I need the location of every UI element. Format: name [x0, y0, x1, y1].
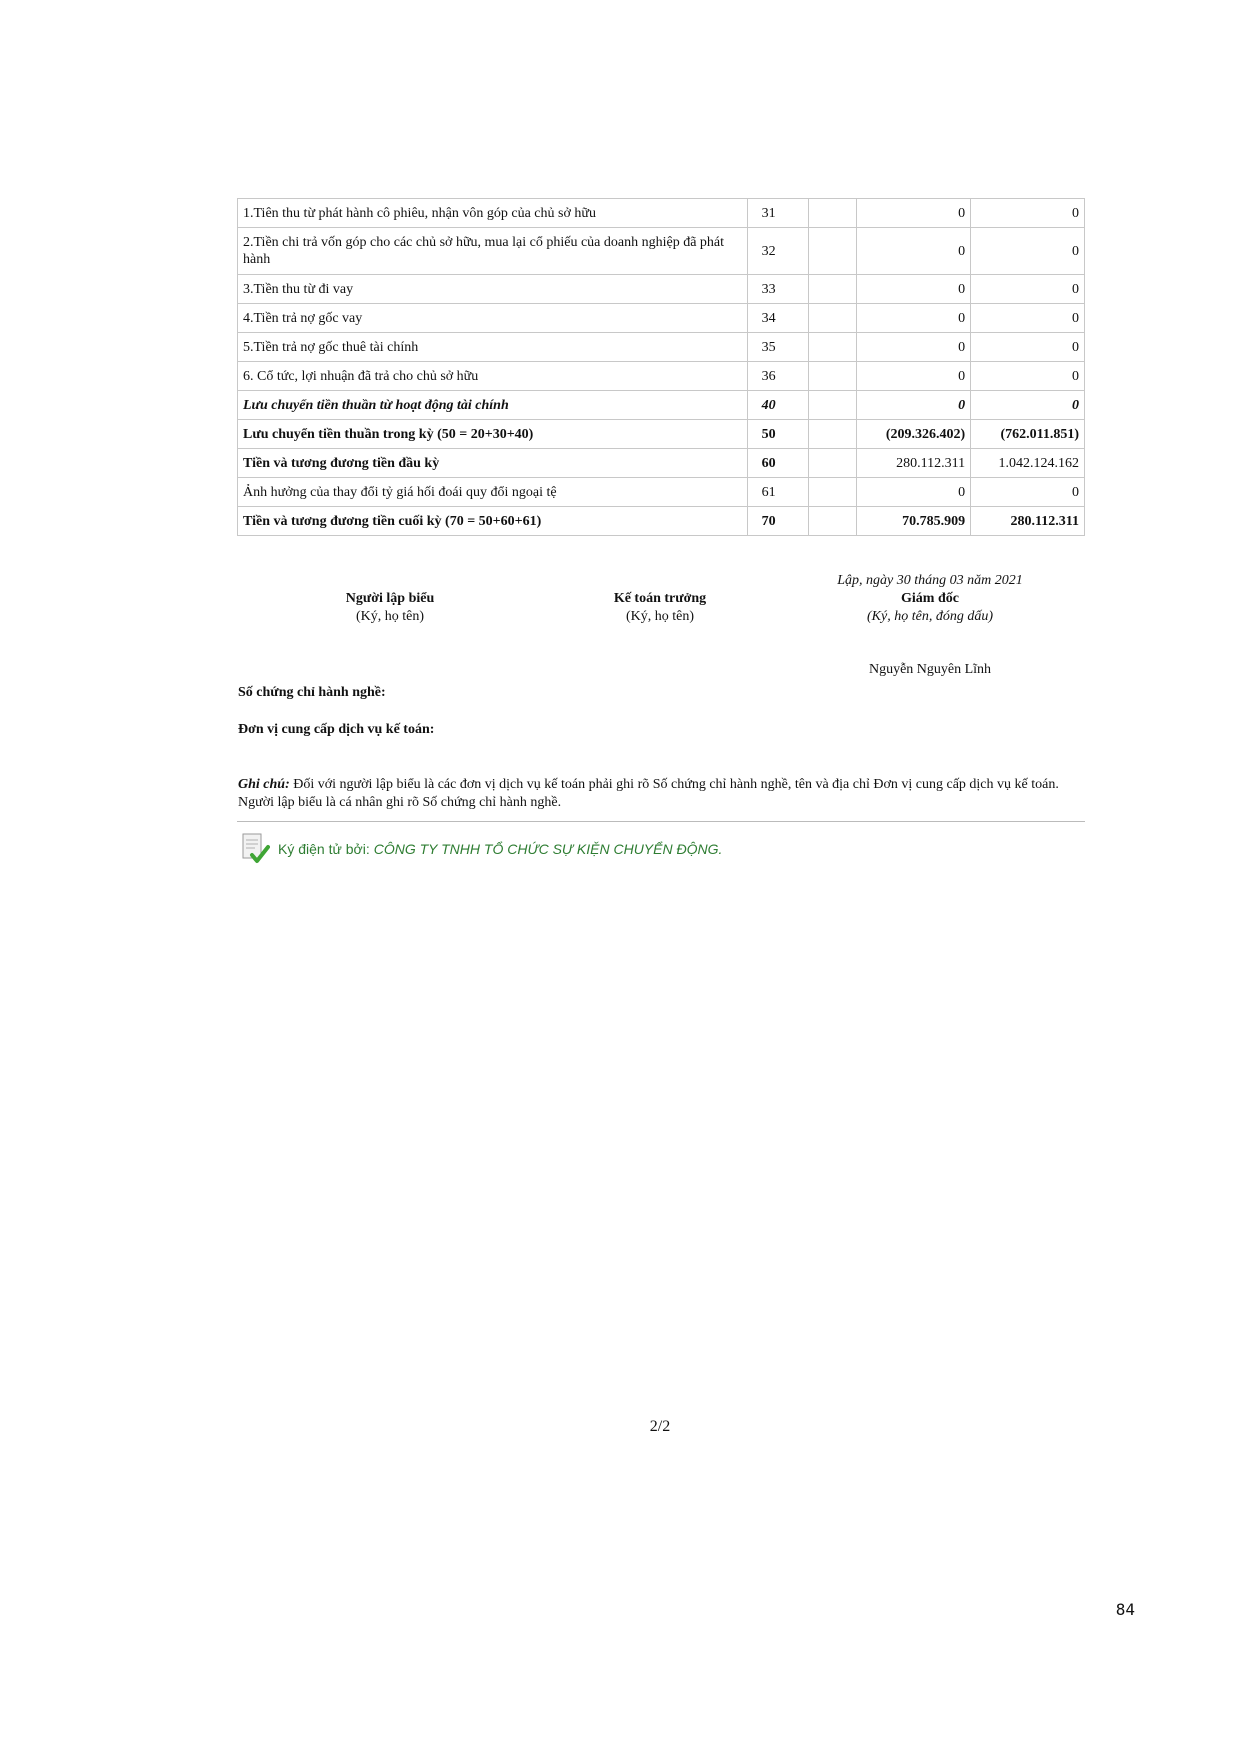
- table-row: [238, 507, 1085, 536]
- cash-flow-table: [237, 198, 1085, 536]
- row-description: 6. Cổ tức, lợi nhuận đã trả cho chủ sở hữu: [238, 362, 748, 391]
- row-current-period: (209.326.402): [857, 420, 971, 449]
- row-code: 50: [747, 420, 809, 449]
- row-prior-period: 0: [971, 362, 1085, 391]
- accountant-signature-block: [570, 590, 750, 626]
- director-subtitle: (Ký, họ tên, đóng dấu): [867, 609, 993, 624]
- row-spacer: [809, 449, 857, 478]
- row-description: 4.Tiền trả nợ gốc vay: [238, 304, 748, 333]
- certificate-label: Số chứng chỉ hành nghề:: [238, 685, 386, 700]
- row-code: 40: [747, 391, 809, 420]
- row-prior-period: 0: [971, 478, 1085, 507]
- row-prior-period: 0: [971, 199, 1085, 228]
- row-current-period: 0: [857, 304, 971, 333]
- preparer-signature-block: [300, 590, 480, 626]
- table-row: [238, 449, 1085, 478]
- row-prior-period: 0: [971, 333, 1085, 362]
- row-prior-period: 0: [971, 391, 1085, 420]
- page-number: 2/2: [649, 1418, 671, 1435]
- row-current-period: 0: [857, 362, 971, 391]
- row-prior-period: (762.011.851): [971, 420, 1085, 449]
- row-code: 36: [747, 362, 809, 391]
- row-current-period: 280.112.311: [857, 449, 971, 478]
- row-code: 70: [747, 507, 809, 536]
- esign-label: Ký điện tử bởi:: [278, 841, 370, 857]
- row-description: Tiền và tương đương tiền đầu kỳ: [238, 449, 748, 478]
- row-spacer: [809, 228, 857, 275]
- row-description: Lưu chuyển tiền thuần trong kỳ (50 = 20+30+40): [238, 420, 748, 449]
- row-current-period: 70.785.909: [857, 507, 971, 536]
- electronic-signature: [240, 832, 722, 866]
- table-row: [238, 478, 1085, 507]
- esign-company: CÔNG TY TNHH TỔ CHỨC SỰ KIỆN CHUYỂN ĐỘNG.: [373, 841, 723, 857]
- row-code: 31: [747, 199, 809, 228]
- table-row: [238, 362, 1085, 391]
- row-code: 32: [747, 228, 809, 275]
- row-description: Tiền và tương đương tiền cuối kỳ (70 = 50+60+61): [238, 507, 748, 536]
- cash-flow-table-body: [238, 199, 1085, 536]
- row-spacer: [809, 420, 857, 449]
- row-spacer: [809, 304, 857, 333]
- row-current-period: 0: [857, 275, 971, 304]
- row-spacer: [809, 333, 857, 362]
- date-line: Lập, ngày 30 tháng 03 năm 2021: [837, 573, 1023, 588]
- accountant-title: Kế toán trưởng: [613, 591, 707, 606]
- row-code: 34: [747, 304, 809, 333]
- row-spacer: [809, 199, 857, 228]
- row-spacer: [809, 362, 857, 391]
- signed-document-icon: [240, 833, 270, 865]
- row-description: 2.Tiền chi trả vốn góp cho các chủ sở hữu, mua lại cổ phiếu của doanh nghiệp đã phát hành: [238, 228, 748, 275]
- row-code: 33: [747, 275, 809, 304]
- row-prior-period: 280.112.311: [971, 507, 1085, 536]
- row-spacer: [809, 478, 857, 507]
- row-description: Lưu chuyển tiền thuần từ hoạt động tài chính: [238, 391, 748, 420]
- director-title: Giám đốc: [901, 591, 959, 606]
- table-row: [238, 391, 1085, 420]
- divider: [237, 821, 1085, 822]
- row-spacer: [809, 507, 857, 536]
- row-prior-period: 0: [971, 275, 1085, 304]
- row-spacer: [809, 391, 857, 420]
- row-code: 35: [747, 333, 809, 362]
- note-paragraph: [238, 776, 1083, 812]
- row-prior-period: 0: [971, 228, 1085, 275]
- note-lead: Ghi chú:: [238, 777, 290, 792]
- row-description: 1.Tiên thu từ phát hành cô phiêu, nhận vôn góp của chủ sở hữu: [238, 199, 748, 228]
- row-current-period: 0: [857, 228, 971, 275]
- row-current-period: 0: [857, 333, 971, 362]
- row-code: 60: [747, 449, 809, 478]
- accountant-subtitle: (Ký, họ tên): [625, 609, 695, 624]
- row-prior-period: 0: [971, 304, 1085, 333]
- table-row: [238, 333, 1085, 362]
- row-description: Ảnh hưởng của thay đổi tỷ giá hối đoái quy đổi ngoại tệ: [238, 478, 748, 507]
- row-description: 3.Tiền thu từ đi vay: [238, 275, 748, 304]
- table-row: [238, 304, 1085, 333]
- preparer-subtitle: (Ký, họ tên): [355, 609, 425, 624]
- director-name: Nguyễn Nguyên Lĩnh: [868, 662, 992, 677]
- table-row: [238, 420, 1085, 449]
- row-code: 61: [747, 478, 809, 507]
- service-unit-label: Đơn vị cung cấp dịch vụ kế toán:: [238, 722, 435, 737]
- row-prior-period: 1.042.124.162: [971, 449, 1085, 478]
- director-signature-block: [830, 590, 1030, 626]
- row-current-period: 0: [857, 391, 971, 420]
- row-description: 5.Tiền trả nợ gốc thuê tài chính: [238, 333, 748, 362]
- row-spacer: [809, 275, 857, 304]
- table-row: [238, 275, 1085, 304]
- folio-number: 84: [1115, 1600, 1135, 1619]
- table-row: [238, 228, 1085, 275]
- table-row: [238, 199, 1085, 228]
- note-text: Đối với người lập biểu là các đơn vị dịch vụ kế toán phải ghi rõ Số chứng chỉ hành nghề, tên và địa chỉ Đơn vị cung cấp dịch vụ kế toán. Người lập biểu là cá nhân ghi rõ Số chứng chỉ hành nghề.: [238, 777, 1059, 810]
- preparer-title: Người lập biểu: [345, 591, 435, 606]
- row-current-period: 0: [857, 199, 971, 228]
- row-current-period: 0: [857, 478, 971, 507]
